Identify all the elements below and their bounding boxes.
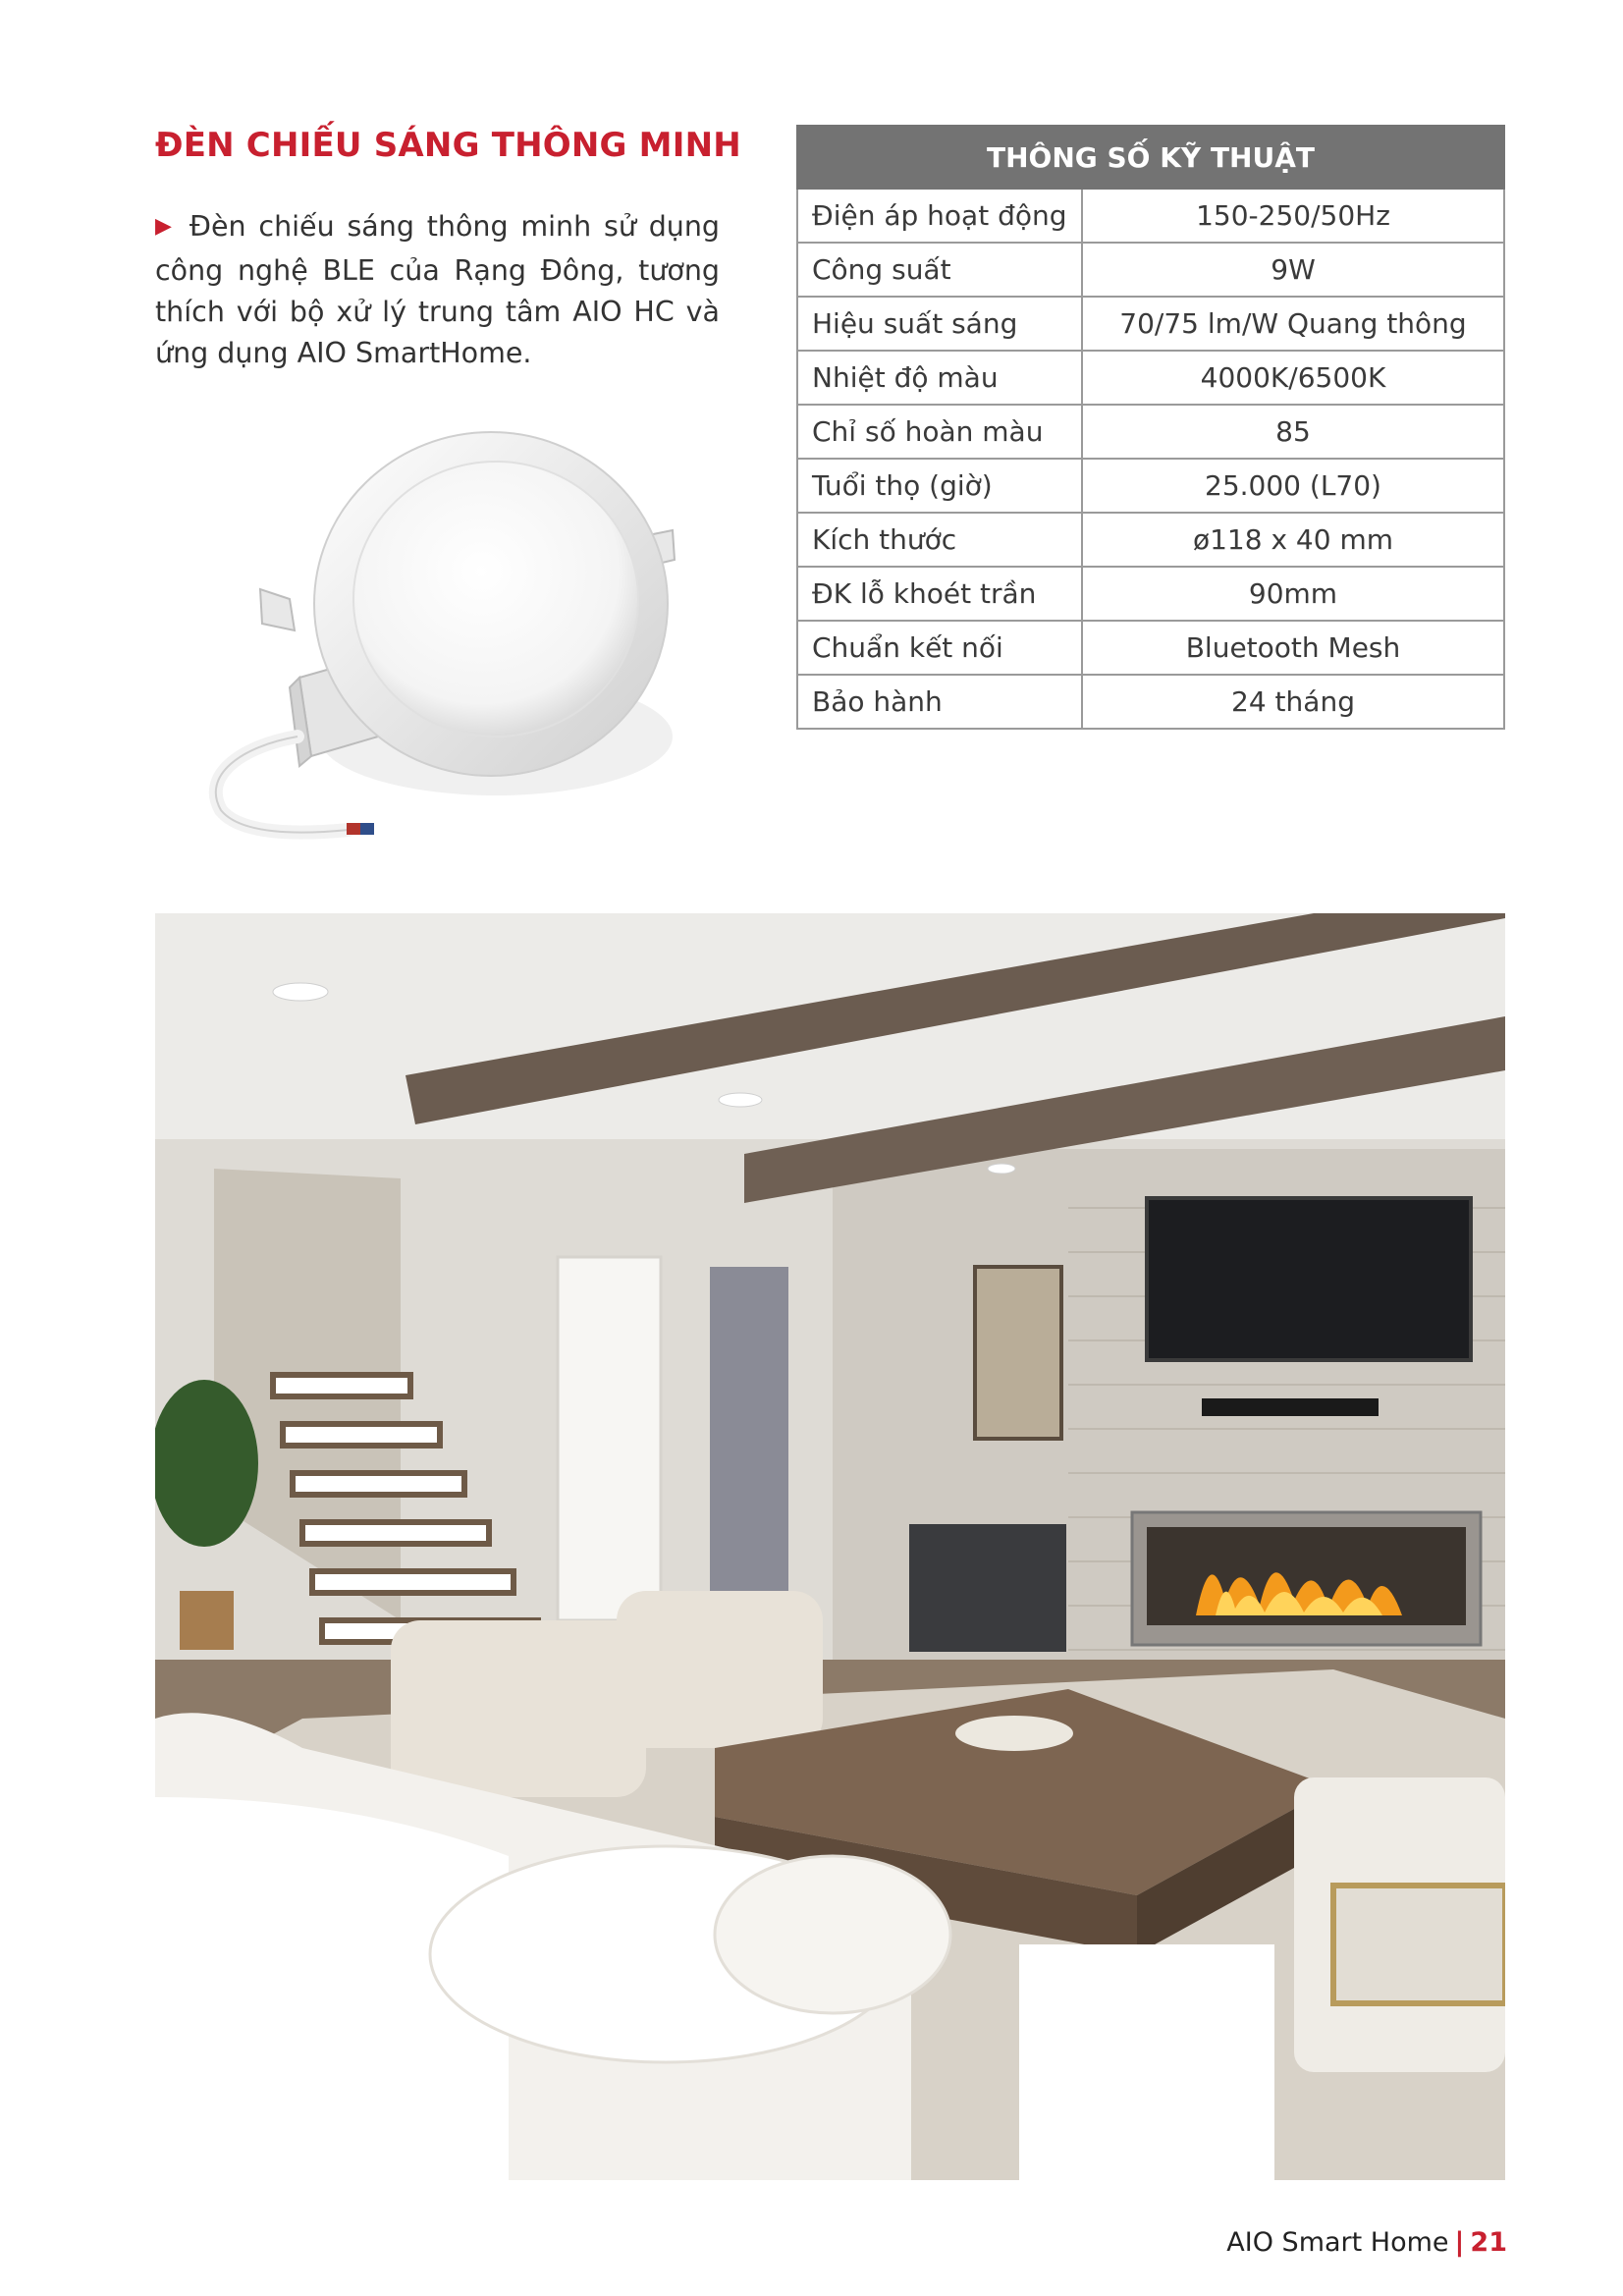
- table-row: [797, 405, 1504, 459]
- table-row: [797, 675, 1504, 729]
- page-footer: [1226, 2227, 1507, 2258]
- spec-label: Kích thước: [797, 513, 1082, 567]
- table-row: [797, 513, 1504, 567]
- spec-value: ø118 x 40 mm: [1082, 513, 1504, 567]
- spec-value: 25.000 (L70): [1082, 459, 1504, 513]
- spec-label: Hiệu suất sáng: [797, 297, 1082, 351]
- triangle-right-icon: ▶: [155, 214, 172, 239]
- spec-table: [796, 125, 1505, 730]
- living-room-photo: [155, 913, 1505, 2180]
- spec-value: 24 tháng: [1082, 675, 1504, 729]
- table-row: [797, 189, 1504, 243]
- table-row: [797, 459, 1504, 513]
- spec-label: Chỉ số hoàn màu: [797, 405, 1082, 459]
- table-row: [797, 621, 1504, 675]
- table-row: [797, 243, 1504, 297]
- footer-brand: AIO Smart Home: [1226, 2227, 1449, 2258]
- spec-table-header: THÔNG SỐ KỸ THUẬT: [797, 126, 1504, 189]
- page-number: 21: [1470, 2227, 1507, 2258]
- spec-label: Tuổi thọ (giờ): [797, 459, 1082, 513]
- spec-label: Bảo hành: [797, 675, 1082, 729]
- footer-separator: |: [1454, 2227, 1465, 2258]
- spec-value: Bluetooth Mesh: [1082, 621, 1504, 675]
- spec-label: Nhiệt độ màu: [797, 351, 1082, 405]
- spec-value: 9W: [1082, 243, 1504, 297]
- page-title: ĐÈN CHIẾU SÁNG THÔNG MINH: [155, 126, 741, 165]
- spec-label: Công suất: [797, 243, 1082, 297]
- spec-label: Điện áp hoạt động: [797, 189, 1082, 243]
- spec-label: ĐK lỗ khoét trần: [797, 567, 1082, 621]
- table-row: [797, 297, 1504, 351]
- product-description: [155, 206, 720, 374]
- spec-value: 85: [1082, 405, 1504, 459]
- downlight-product-image: [201, 412, 692, 854]
- spec-value: 150-250/50Hz: [1082, 189, 1504, 243]
- table-row: [797, 567, 1504, 621]
- description-text: Đèn chiếu sáng thông minh sử dụng công nghệ BLE của Rạng Đông, tương thích với bộ xử lý trung tâm AIO HC và ứng dụng AIO SmartHome.: [155, 210, 720, 369]
- spec-label: Chuẩn kết nối: [797, 621, 1082, 675]
- spec-value: 90mm: [1082, 567, 1504, 621]
- table-row: [797, 351, 1504, 405]
- spec-value: 4000K/6500K: [1082, 351, 1504, 405]
- spec-value: 70/75 lm/W Quang thông: [1082, 297, 1504, 351]
